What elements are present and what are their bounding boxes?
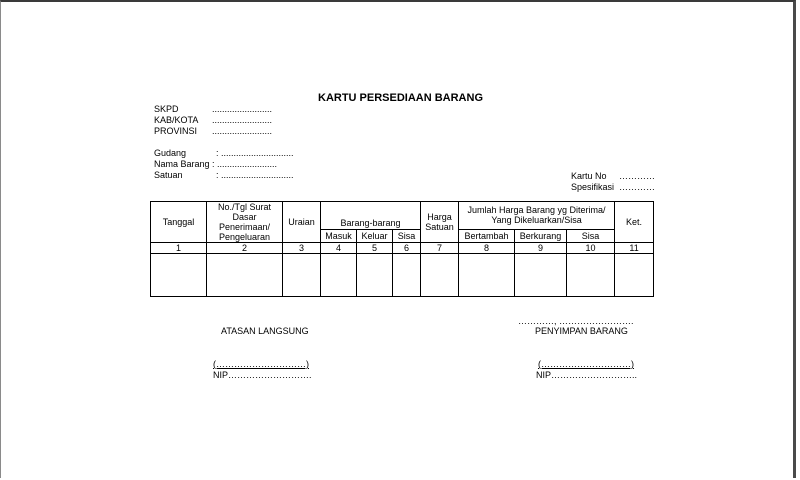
- col-number-2: 2: [207, 243, 283, 254]
- header-tanggal: Tanggal: [151, 202, 207, 243]
- header-barang-spacer: [321, 202, 421, 218]
- provinsi-row: [154, 126, 272, 136]
- spesifikasi-value: …………: [619, 182, 655, 192]
- header-ket: Ket.: [615, 202, 654, 243]
- col-number-11: 11: [615, 243, 654, 254]
- cell-ket: [615, 254, 654, 297]
- kabkota-row: [154, 115, 272, 125]
- column-number-row: [151, 243, 654, 254]
- header-keluar: Keluar: [357, 229, 393, 243]
- col-number-10: 10: [567, 243, 615, 254]
- col-number-6: 6: [393, 243, 421, 254]
- header-jumlah-line2: Yang Dikeluarkan/Sisa: [491, 215, 582, 226]
- signature-left-nip: NIP……………………….: [213, 370, 312, 380]
- signature-right-name: (…………………………): [538, 359, 634, 369]
- kabkota-label: KAB/KOTA: [154, 115, 199, 125]
- header-bertambah: Bertambah: [459, 229, 515, 243]
- header-sisa: Sisa: [393, 229, 421, 243]
- header-uraian: Uraian: [283, 202, 321, 243]
- col-number-5: 5: [357, 243, 393, 254]
- cell-masuk: [321, 254, 357, 297]
- cell-keluar: [357, 254, 393, 297]
- header-no-surat: [207, 202, 283, 243]
- table-row: [151, 254, 654, 297]
- skpd-label: SKPD: [154, 104, 179, 114]
- skpd-row: [154, 104, 272, 114]
- header-masuk: Masuk: [321, 229, 357, 243]
- header-berkurang: Berkurang: [515, 229, 567, 243]
- satuan-value: : .............................: [216, 170, 294, 180]
- col-number-9: 9: [515, 243, 567, 254]
- cell-sisa: [393, 254, 421, 297]
- col-number-3: 3: [283, 243, 321, 254]
- header-no-surat-line4: Pengeluaran: [218, 232, 271, 242]
- satuan-label: Satuan: [154, 170, 183, 180]
- header-barang-barang: Barang-barang: [321, 217, 421, 229]
- spesifikasi-row: [571, 182, 655, 192]
- nama-barang-label: Nama Barang: [154, 159, 210, 169]
- header-no-surat-line1: No./Tgl Surat: [217, 202, 272, 212]
- kartu-no-row: [571, 171, 655, 181]
- cell-uraian: [283, 254, 321, 297]
- header-no-surat-line3: Penerimaan/: [218, 222, 271, 232]
- cell-sisa-jumlah: [567, 254, 615, 297]
- gudang-row: [154, 148, 294, 158]
- kartu-no-label: Kartu No: [571, 171, 607, 181]
- col-number-7: 7: [421, 243, 459, 254]
- satuan-row: [154, 170, 294, 180]
- cell-harga-satuan: [421, 254, 459, 297]
- signature-left-title: ATASAN LANGSUNG: [221, 326, 309, 336]
- skpd-value: ........................: [212, 104, 273, 114]
- document-title: KARTU PERSEDIAAN BARANG: [318, 92, 484, 104]
- gudang-value: : .............................: [216, 148, 294, 158]
- kabkota-value: ........................: [212, 115, 273, 125]
- inventory-card-table: [150, 201, 654, 297]
- col-number-1: 1: [151, 243, 207, 254]
- header-no-surat-line2: Dasar: [232, 212, 257, 222]
- header-harga-line1: Harga: [427, 212, 452, 222]
- header-jumlah-line1: Jumlah Harga Barang yg Diterima/: [467, 205, 606, 216]
- signature-left-name: (…………………………): [213, 359, 309, 369]
- signature-right-nip: NIP………………………..: [536, 370, 638, 380]
- header-sisa-jumlah: Sisa: [567, 229, 615, 243]
- cell-berkurang: [515, 254, 567, 297]
- header-jumlah-harga: [459, 202, 615, 230]
- col-number-8: 8: [459, 243, 515, 254]
- gudang-label: Gudang: [154, 148, 187, 158]
- cell-tanggal: [151, 254, 207, 297]
- spesifikasi-label: Spesifikasi: [571, 182, 615, 192]
- header-harga-satuan: [421, 202, 459, 243]
- provinsi-value: ........................: [212, 126, 273, 136]
- cell-bertambah: [459, 254, 515, 297]
- nama-barang-value: : ........................: [212, 159, 278, 169]
- kartu-no-value: …………: [619, 171, 655, 181]
- header-harga-line2: Satuan: [425, 222, 454, 232]
- signature-right-date: …………, …………………….: [518, 316, 634, 326]
- cell-no-surat: [207, 254, 283, 297]
- signature-right-title: PENYIMPAN BARANG: [535, 326, 628, 336]
- provinsi-label: PROVINSI: [154, 126, 198, 136]
- nama-barang-row: [154, 159, 277, 169]
- col-number-4: 4: [321, 243, 357, 254]
